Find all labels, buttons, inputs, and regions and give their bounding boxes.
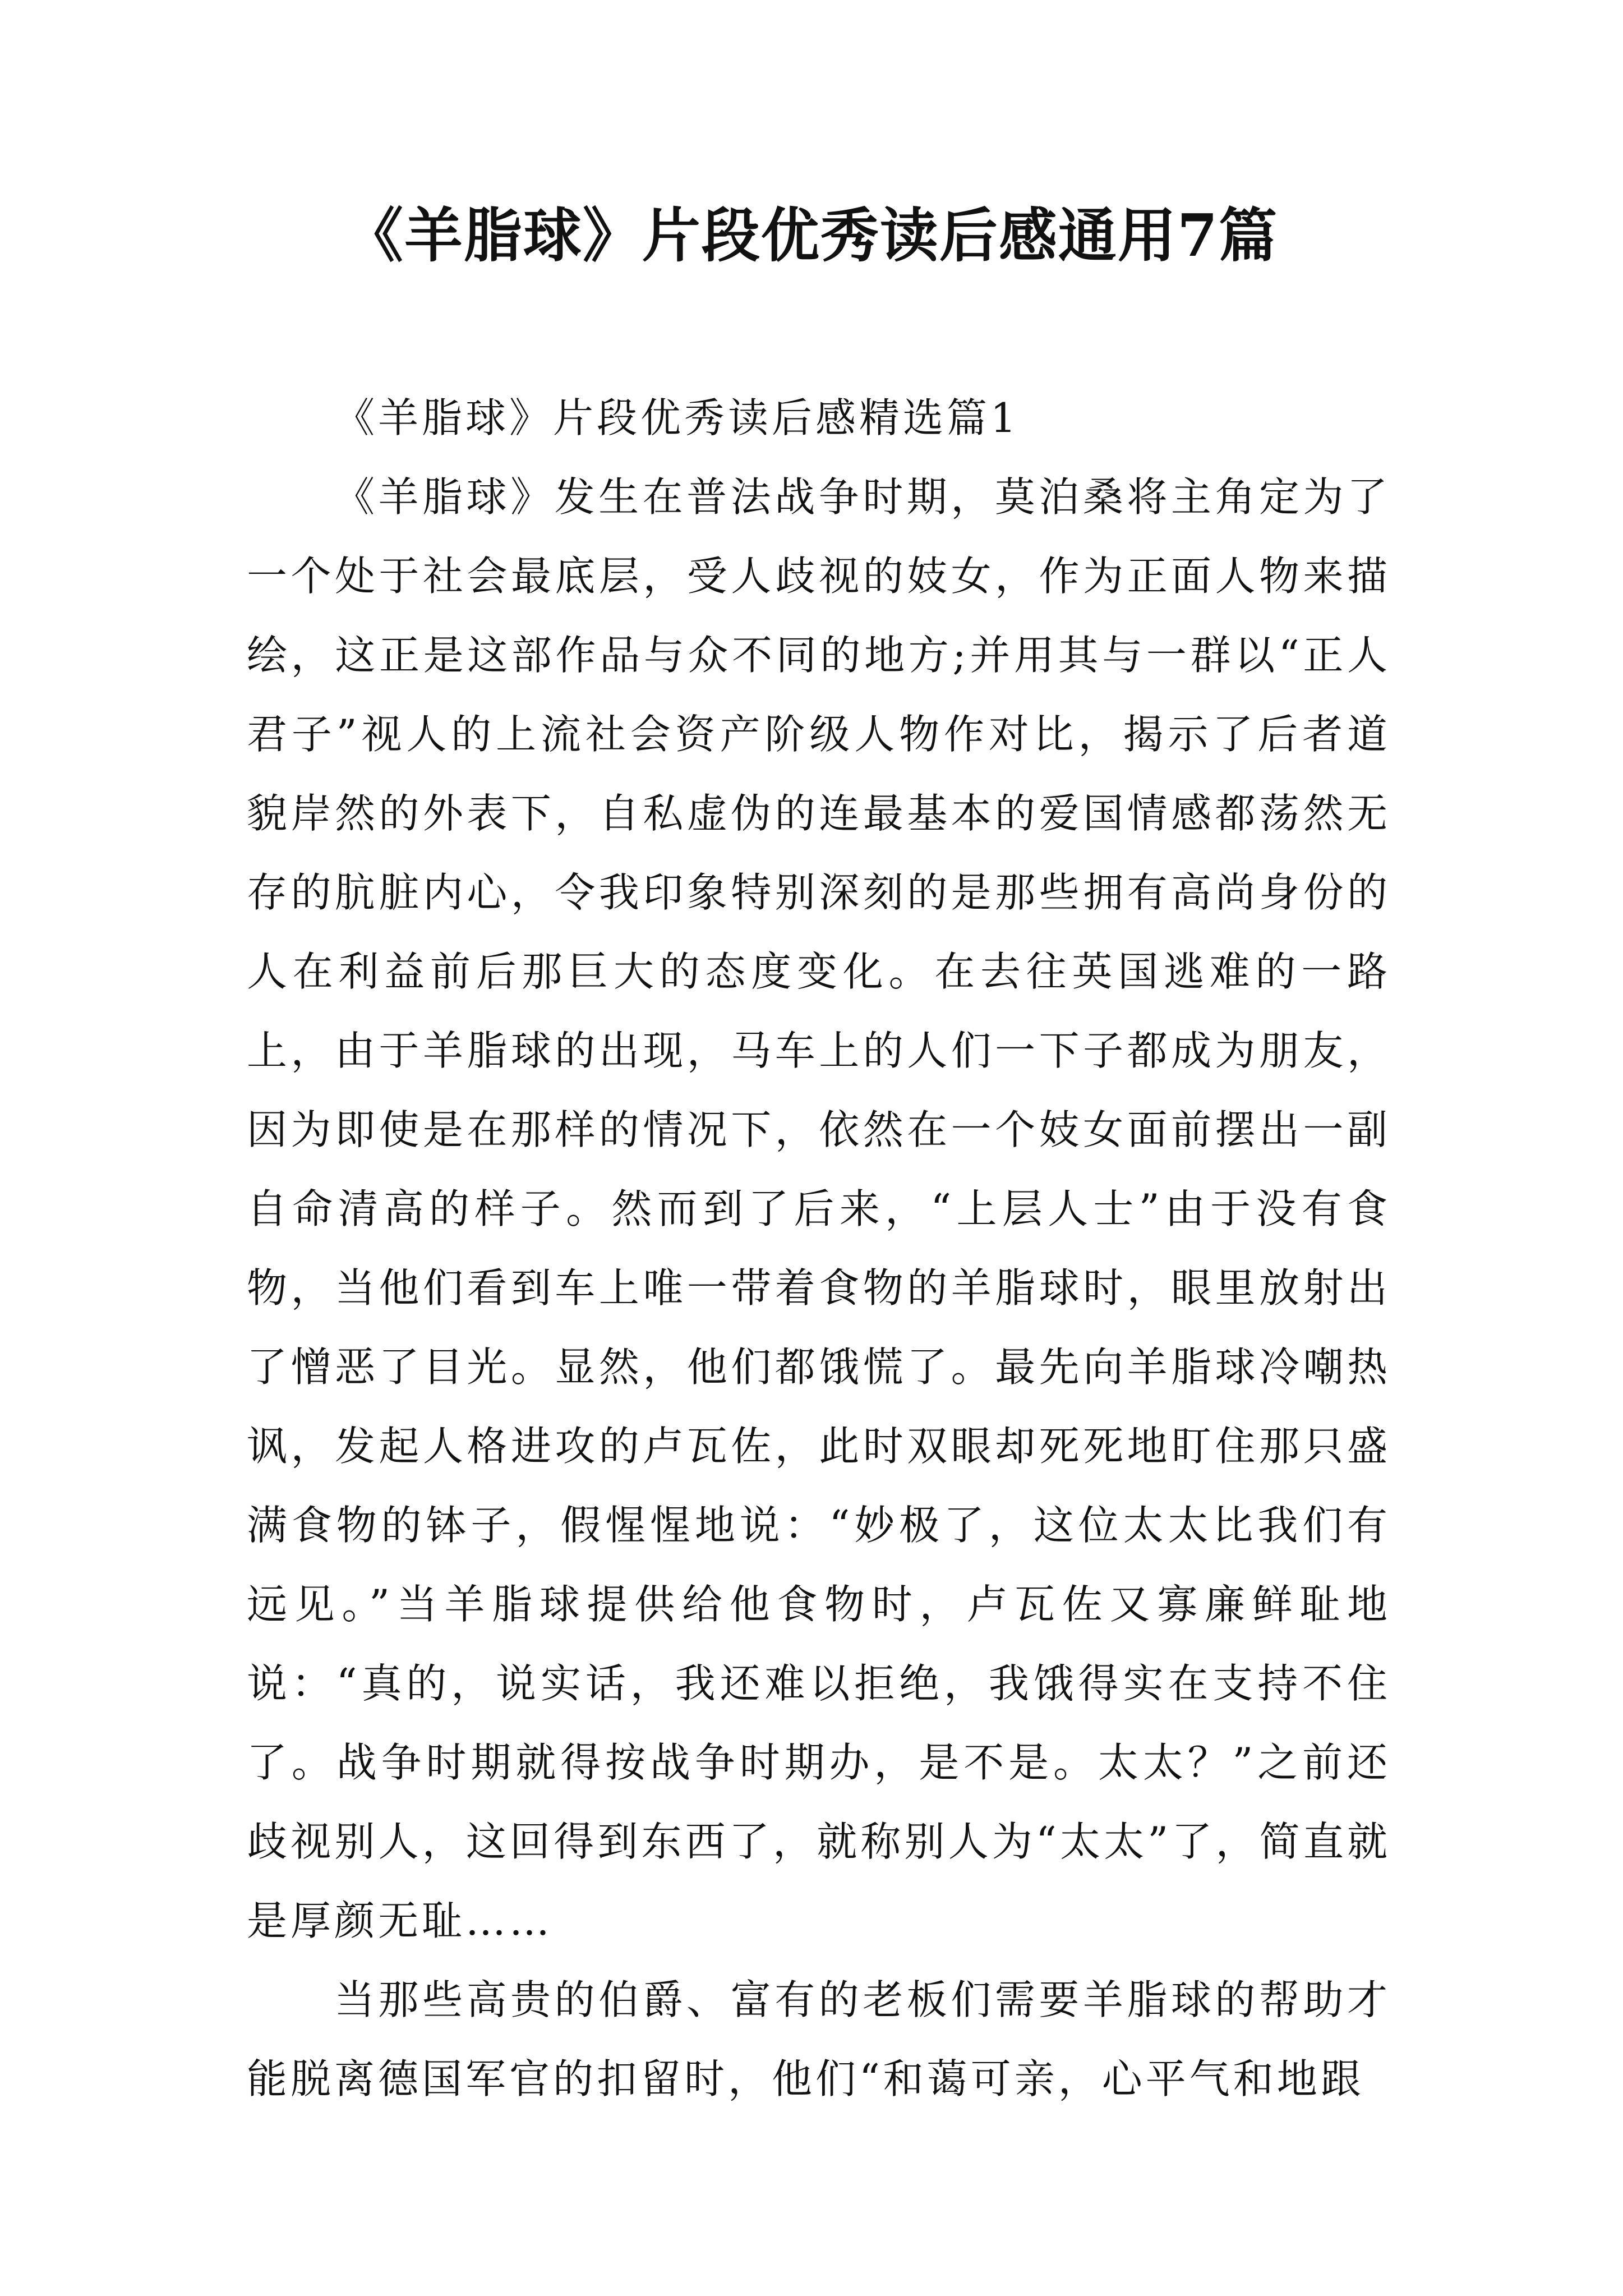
document-title: 《羊脂球》片段优秀读后感通用7篇 (344, 201, 1279, 270)
paragraph: 《羊脂球》发生在普法战争时期，莫泊桑将主角定为了一个处于社会最底层，受人歧视的妓女，作为正面人物来描绘，这正是这部作品与众不同的地方;并用其与一群以“正人君子”视人的上流社会资产阶级人物作对比，揭示了后者道貌岸然的外表下，自私虚伪的连最基本的爱国情感都荡然无存的肮脏内心，令我印象特别深刻的是那些拥有高尚身份的人在利益前后那巨大的态度变化。在去往英国逃难的一路上，由于羊脂球的出现，马车上的人们一下子都成为朋友，因为即使是在那样的情况下，依然在一个妓女面前摆出一副自命清高的样子。然而到了后来，“上层人士”由于没有食物，当他们看到车上唯一带着食物的羊脂球时，眼里放射出了憎恶了目光。显然，他们都饿慌了。最先向羊脂球冷嘲热讽，发起人格进攻的卢瓦佐，此时双眼却死死地盯住那只盛满食物的钵子，假惺惺地说：“妙极了，这位太太比我们有远见。”当羊脂球提供给他食物时，卢瓦佐又寡廉鲜耻地说：“真的，说实话，我还难以拒绝，我饿得实在支持不住了。战争时期就得按战争时期办，是不是。太太？”之前还歧视别人，这回得到东西了，就称别人为“太太”了，简直就是厚颜无耻…… (247, 473, 1391, 1944)
paragraph: 当那些高贵的伯爵、富有的老板们需要羊脂球的帮助才能脱离德国军官的扣留时，他们“和蔼可亲，心平气和地跟 (247, 1976, 1391, 2102)
document-body (247, 379, 1391, 2119)
section-heading: 《羊脂球》片段优秀读后感精选篇1 (334, 394, 1020, 441)
